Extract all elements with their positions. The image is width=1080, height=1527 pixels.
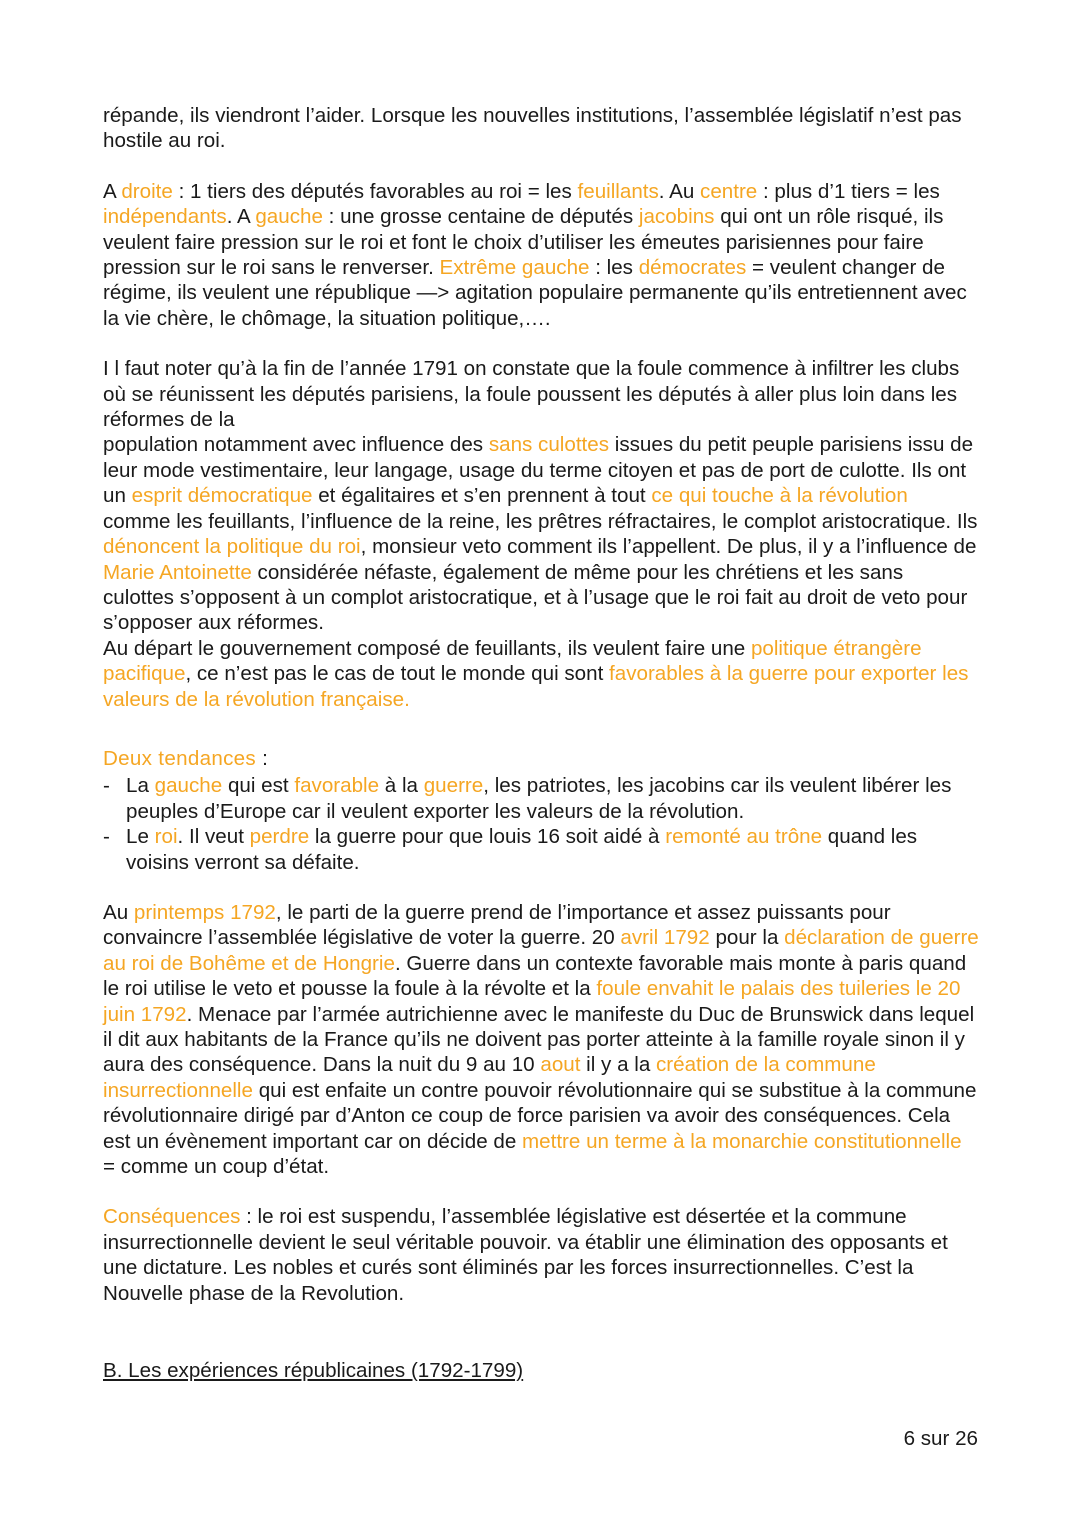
highlight-term: esprit démocratique [131, 484, 313, 508]
highlight-term: guerre [423, 774, 484, 798]
list-item: - Le roi. Il veut perdre la guerre pour que louis 16 soit aidé à remonté au trône quand les voisins verront sa défaite. [103, 824, 979, 875]
highlight-term: foule envahit le palais des tuileries le 20 juin 1792 [103, 977, 961, 1026]
highlight-term: Marie Antoinette [103, 560, 252, 584]
highlight-term: gauche [255, 205, 323, 229]
highlight-term: Conséquences [103, 1205, 241, 1229]
highlight-term: droite [121, 179, 173, 203]
highlight-term: jacobins [638, 205, 715, 229]
paragraph-consequences: Conséquences : le roi est suspendu, l’assemblée législative est désertée et la commune insurrectionnelle devient le seul véritable pouvoir. va établir une élimination des opposants et une dictature. Les nobles et curés sont éliminés par les forces insurrectionnelles. C’est la Nouvelle phase de la Revolution. [103, 1205, 948, 1305]
highlight-term: feuillants [577, 179, 659, 203]
highlight-term: démocrates [638, 256, 747, 280]
document-body [103, 103, 979, 1306]
page-number: 6 sur 26 [903, 1427, 978, 1450]
heading-deux-tendances: Deux tendances : [103, 746, 269, 770]
paragraph-foule: I l faut noter qu’à la fin de l’année 1791 on constate que la foule commence à infiltrer les clubs où se réunissent les députés parisiens, la foule poussent les députés à aller plus loin dans les réformes de la population notamment avec influence des sans culottes issues du petit peuple parisiens issu de leur mode vestimentaire, leur langage, usage du terme citoyen et pas de port de culotte. Ils ont un esprit démocratique et égalitaires et s’en prennent à tout ce qui touche à la révolution comme les feuillants, l’influence de la reine, les prêtres réfractaires, le complot aristocratique. Ils dénoncent la politique du roi, monsieur veto comment ils l’appellent. De plus, il y a l’influence de Marie Antoinette considérée néfaste, également de même pour les chrétiens et les sans culottes s’opposent à un complot aristocratique, et à l’usage que le roi fait au droit de veto pour s’opposer aux réformes. Au départ le gouvernement composé de feuillants, ils veulent faire une politique étrangère pacifique, ce n’est pas le cas de tout le monde qui sont favorables à la guerre pour exporter les valeurs de la révolution française. [103, 357, 978, 711]
highlight-term: favorables à la guerre pour exporter les valeurs de la révolution française. [103, 662, 969, 711]
highlight-term: mettre un terme à la monarchie constitutionnelle [522, 1129, 962, 1153]
highlight-term: sans culottes [488, 433, 610, 457]
highlight-term: avril 1792 [620, 926, 710, 950]
highlight-term: dénoncent la politique du roi [103, 535, 361, 559]
highlight-term: roi [154, 825, 178, 849]
highlight-term: création de la commune insurrectionnelle [103, 1053, 876, 1102]
highlight-term: indépendants [103, 205, 227, 229]
highlight-term: favorable [294, 774, 380, 798]
paragraph-guerre-1792: Au printemps 1792, le parti de la guerre prend de l’importance et assez puissants pour convaincre l’assemblée législative de voter la guerre. 20 avril 1792 pour la déclaration de guerre au roi de Bohême et de Hongrie. Guerre dans un contexte favorable mais monte à paris quand le roi utilise le veto et pousse la foule à la révolte et la foule envahit le palais des tuileries le 20 juin 1792. Menace par l’armée autrichienne avec le manifeste du Duc de Brunswick dans lequel il dit aux habitants de la France qu’ils ne doivent pas porter atteinte à la famille royale sinon il y aura des conséquence. Dans la nuit du 9 au 10 aout il y a la création de la commune insurrectionnelle qui est enfaite un contre pouvoir révolutionnaire qui se substitue à la commune révolutionnaire dirigé par d’Anton ce coup de force parisien va avoir des conséquences. Cela est un évènement important car on décide de mettre un terme à la monarchie constitutionnelle = comme un coup d’état. [103, 900, 979, 1179]
highlight-term: politique étrangère pacifique [103, 636, 922, 686]
list-item: - La gauche qui est favorable à la guerre, les patriotes, les jacobins car ils veulent libérer les peuples d’Europe car il veulent exporter les valeurs de la révolution. [103, 773, 979, 824]
highlight-term: aout [540, 1053, 581, 1077]
highlight-term: centre [700, 179, 758, 203]
section-title: B. Les expériences républicaines (1792-1799) [103, 1359, 524, 1382]
highlight-term: ce qui touche à la révolution [651, 484, 908, 508]
highlight-term: gauche [154, 774, 223, 798]
highlight-term: remonté au trône [665, 825, 823, 849]
highlight-term: printemps 1792 [133, 900, 276, 924]
highlight-term: déclaration de guerre au roi de Bohême et de Hongrie [103, 926, 979, 975]
paragraph-deputes: A droite : 1 tiers des députés favorables au roi = les feuillants. Au centre : plus d’1 tiers = les indépendants. A gauche : une grosse centaine de députés jacobins qui ont un rôle risqué, ils veulent faire pression sur le roi et font le choix d’utiliser les émeutes parisiennes pour faire pression sur le roi sans le renverser. Extrême gauche : les démocrates = veulent changer de régime, ils veulent une république —> agitation populaire permanente qu’ils entretiennent avec la vie chère, le chômage, la situation politique,…. [103, 179, 967, 330]
tendances-list [103, 773, 979, 875]
highlight-term: perdre [249, 825, 310, 849]
paragraph-intro: répande, ils viendront l’aider. Lorsque les nouvelles institutions, l’assemblée législatif n’est pas hostile au roi. [103, 104, 962, 153]
highlight-term: Extrême gauche [439, 256, 590, 280]
